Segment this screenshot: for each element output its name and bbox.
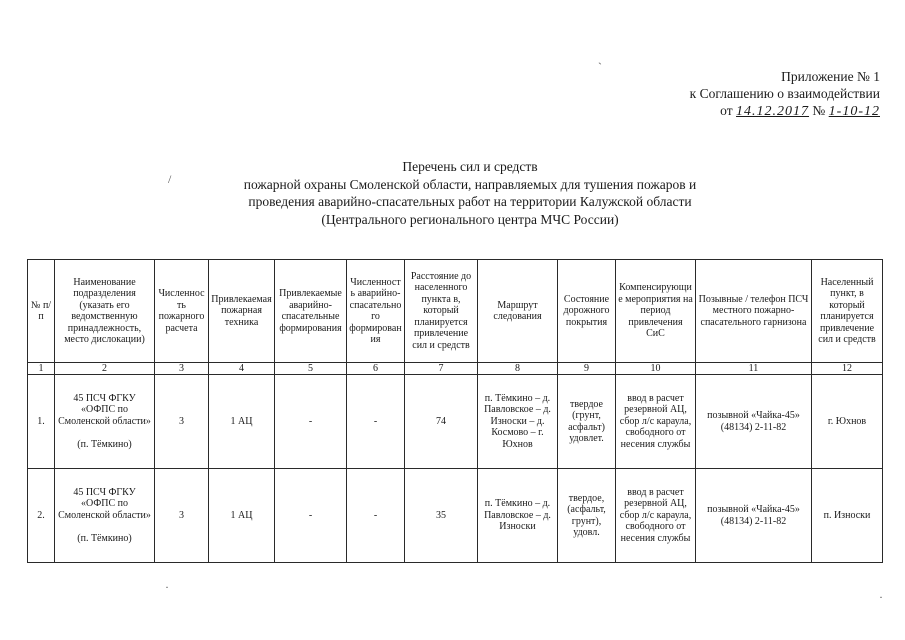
scan-speck: · — [879, 590, 883, 604]
column-number: 3 — [155, 363, 209, 375]
scan-speck: / — [168, 172, 172, 186]
column-number: 5 — [275, 363, 347, 375]
header-cell: Позывные / телефон ПСЧ местного пожарно-спасательного гарнизона — [696, 260, 812, 363]
unit-place: (п. Тёмкино) — [77, 439, 132, 450]
column-number: 12 — [812, 363, 883, 375]
appendix-agreement: к Соглашению о взаимодействии — [689, 86, 880, 101]
formation-size-cell: - — [347, 469, 405, 563]
appendix-header — [560, 68, 880, 120]
header-cell: Населенный пункт, в который планируется привлечение сил и средств — [812, 260, 883, 363]
column-number: 10 — [616, 363, 696, 375]
title-line-4: (Центрального регионального центра МЧС России) — [321, 211, 619, 227]
column-number: 6 — [347, 363, 405, 375]
settlement-cell: п. Износки — [812, 469, 883, 563]
distance-cell: 35 — [405, 469, 478, 563]
unit-name: 45 ПСЧ ФГКУ «ОФПС по Смоленской области» — [58, 486, 151, 521]
row-number: 1. — [28, 375, 55, 469]
header-cell: Наименование подразделения (указать его ведомственную принадлежность, место дислокации) — [55, 260, 155, 363]
column-number: 7 — [405, 363, 478, 375]
header-cell: Привлекаемая пожарная техника — [209, 260, 275, 363]
route-cell: п. Тёмкино – д. Павловское – д. Износки – д. Космово – г. Юхнов — [478, 375, 558, 469]
callsign-cell: позывной «Чайка-45» (48134) 2-11-82 — [696, 375, 812, 469]
settlement-cell: г. Юхнов — [812, 375, 883, 469]
road-cell: твердое (грунт, асфальт) удовлет. — [558, 375, 616, 469]
unit-cell — [55, 469, 155, 563]
appendix-number: 1-10-12 — [828, 104, 880, 119]
column-number: 8 — [478, 363, 558, 375]
formations-cell: - — [275, 469, 347, 563]
equipment-cell: 1 АЦ — [209, 375, 275, 469]
table-row — [28, 375, 883, 469]
header-cell: Привлекаемые аварийно-спасательные формирования — [275, 260, 347, 363]
header-cell: Компенсирующие мероприятия на период привлечения СиС — [616, 260, 696, 363]
header-cell: Численность пожарного расчета — [155, 260, 209, 363]
appendix-title: Приложение № 1 — [781, 69, 880, 84]
header-cell: Маршрут следования — [478, 260, 558, 363]
title-line-1: Перечень сил и средств — [402, 159, 538, 174]
appendix-date-line — [560, 102, 880, 120]
header-cell: Состояние дорожного покрытия — [558, 260, 616, 363]
header-cell: № п/п — [28, 260, 55, 363]
forces-table — [27, 259, 883, 563]
unit-place: (п. Тёмкино) — [77, 533, 132, 544]
column-number: 9 — [558, 363, 616, 375]
title-line-2: пожарной охраны Смоленской области, направляемых для тушения пожаров и — [243, 176, 697, 192]
header-cell: Численность аварийно-спасательного формирования — [347, 260, 405, 363]
callsign-cell: позывной «Чайка-45» (48134) 2-11-82 — [696, 469, 812, 563]
row-number: 2. — [28, 469, 55, 563]
unit-cell — [55, 375, 155, 469]
road-cell: твердое, (асфальт, грунт), удовл. — [558, 469, 616, 563]
crew-cell: 3 — [155, 469, 209, 563]
title-line-3: проведения аварийно-спасательных работ на территории Калужской области — [248, 194, 692, 209]
measures-cell: ввод в расчет резервной АЦ, сбор л/с караула, свободного от несения службы — [616, 375, 696, 469]
column-number: 1 — [28, 363, 55, 375]
equipment-cell: 1 АЦ — [209, 469, 275, 563]
formations-cell: - — [275, 375, 347, 469]
measures-cell: ввод в расчет резервной АЦ, сбор л/с караула, свободного от несения службы — [616, 469, 696, 563]
table-row — [28, 469, 883, 563]
document-title — [150, 158, 790, 228]
scan-speck: ` — [598, 60, 602, 74]
formation-size-cell: - — [347, 375, 405, 469]
appendix-date: 14.12.2017 — [736, 104, 810, 119]
column-number: 11 — [696, 363, 812, 375]
appendix-number-label: № — [812, 103, 826, 118]
route-cell: п. Тёмкино – д. Павловское – д. Износки — [478, 469, 558, 563]
column-number-row — [28, 363, 883, 375]
scan-speck: · — [165, 580, 169, 594]
table-header-row — [28, 260, 883, 363]
header-cell: Расстояние до населенного пункта в, который планируется привлечение сил и средств — [405, 260, 478, 363]
crew-cell: 3 — [155, 375, 209, 469]
column-number: 2 — [55, 363, 155, 375]
column-number: 4 — [209, 363, 275, 375]
unit-name: 45 ПСЧ ФГКУ «ОФПС по Смоленской области» — [58, 392, 151, 427]
appendix-from-label: от — [720, 103, 733, 118]
distance-cell: 74 — [405, 375, 478, 469]
